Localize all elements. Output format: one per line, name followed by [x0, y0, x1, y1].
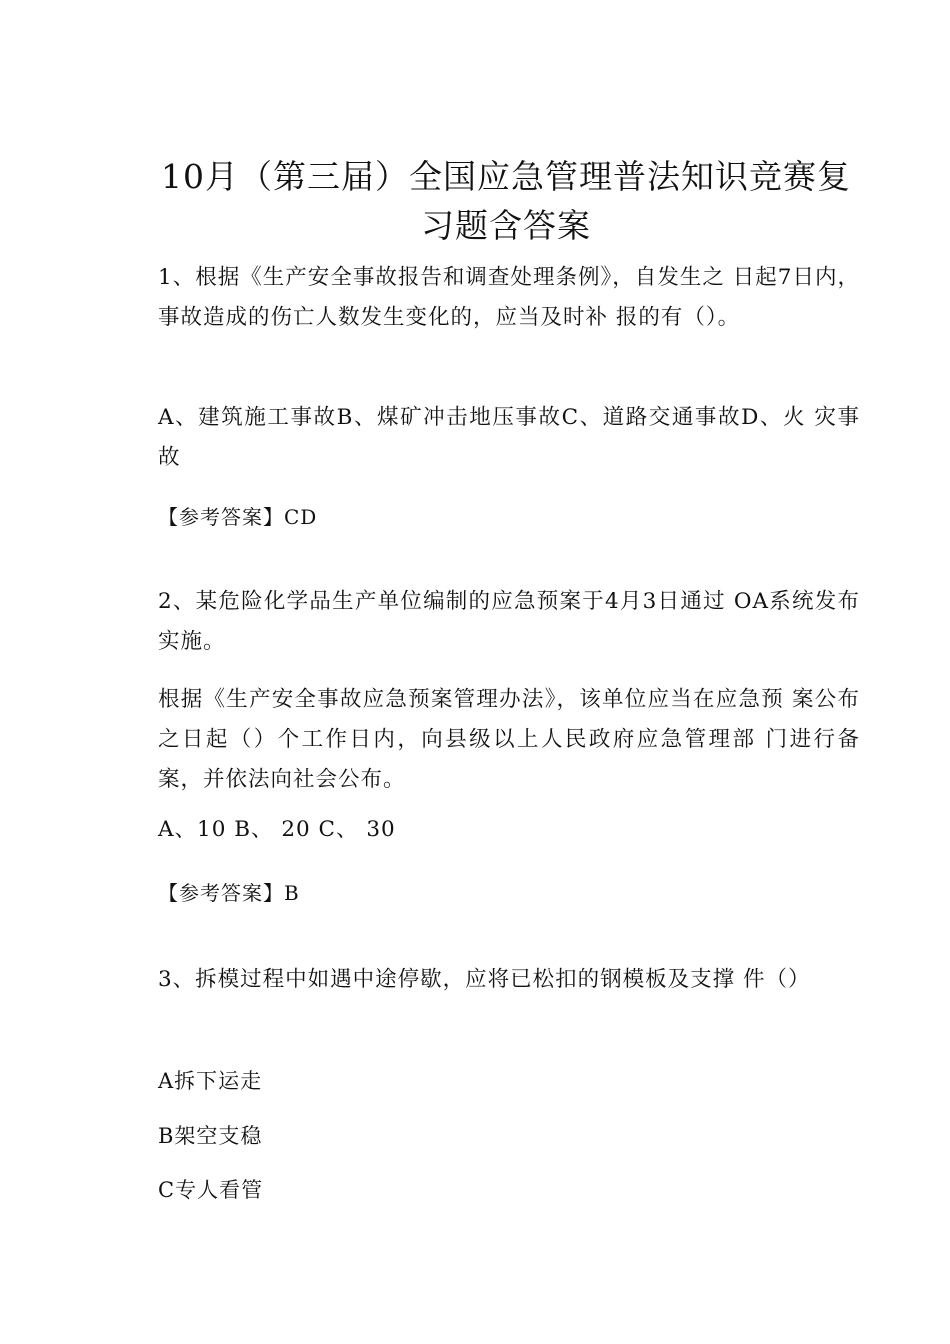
question-3-stem: 3、拆模过程中如遇中途停歇，应将已松扣的钢模板及支撑 件（） — [158, 967, 811, 992]
question-1-answer: 【参考答案】CD — [158, 505, 318, 529]
question-2-context: 根据《生产安全事故应急预案管理办法》，该单位应当在应急预 案公布之日起（）个工作日内，向县级以上人民政府应急管理部 门进行备案，并依法向社会公布。 — [158, 687, 860, 792]
question-1-options: A、建筑施工事故B、煤矿冲击地压事故C、道路交通事故D、火 灾事故 — [158, 405, 860, 470]
question-3-option-a: A拆下运走 — [158, 1069, 263, 1093]
question-2-answer: 【参考答案】B — [158, 881, 300, 905]
question-1-stem: 1、根据《生产安全事故报告和调查处理条例》，自发生之 日起7日内，事故造成的伤亡人数发生变化的，应当及时补 报的有（）。 — [158, 265, 860, 330]
question-3-option-c: C专人看管 — [158, 1178, 264, 1202]
document-title: 10月（第三届）全国应急管理普法知识竞赛复习题含答案 — [161, 157, 851, 245]
question-3-option-b: B架空支稳 — [158, 1124, 263, 1148]
question-2-options: A、10 B、 20 C、 30 — [158, 817, 396, 842]
question-2-stem: 2、某危险化学品生产单位编制的应急预案于4月3日通过 OA系统发布实施。 — [158, 589, 860, 654]
